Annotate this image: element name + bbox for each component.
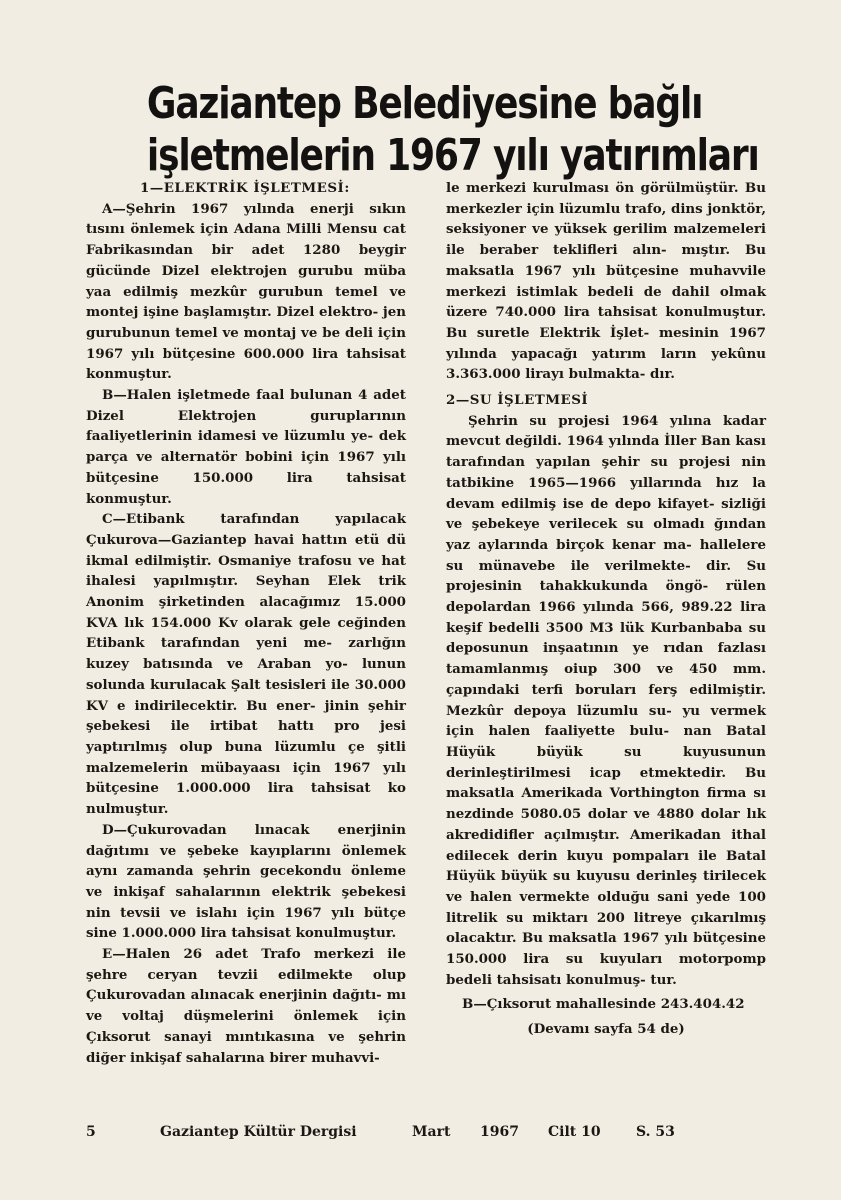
article-title: [146, 78, 759, 182]
continued-note: (Devamı sayfa 54 de): [527, 1021, 685, 1038]
issue-year: 1967: [480, 1124, 519, 1140]
title-line-2: işletmelerin 1967 yılı yatırımları: [146, 130, 759, 181]
section-heading-water: 2—SU İŞLETMESİ: [446, 392, 589, 409]
paragraph-b: B—Halen işletmede faal bulunan 4 adet Dizel Elektrojen guruplarının faaliyetlerinin idamesi ve lüzumlu ye- dek parça ve alternatör bobini için 1967 yılı bütçesine 150.000 lira tahsisat konmuştur.: [86, 387, 406, 507]
volume: Cilt 10: [548, 1124, 601, 1140]
right-column: [446, 178, 766, 1068]
title-line-1: Gaziantep Belediyesine bağlı: [146, 78, 703, 129]
issue-month: Mart: [412, 1124, 451, 1140]
issue-number: S. 53: [636, 1124, 675, 1140]
paragraph-c: C—Etibank tarafından yapılacak Çukurova—Gaziantep havai hattın etü dü ikmal edilmiştir. Osmaniye trafosu ve hat ihalesi yapılmıştır. Seyhan Elek trik Anonim şirketinden alacağımız 15.000 KVA lık 154.000 Kv olarak gele ceğinden Etibank tarafından yeni me- zarlığın kuzey batısında ve Araban yo- lunun solunda kurulacak Şalt tesisleri ile 30.000 KV e indirilecektir. Bu ener- jinin şehir şebekesi ile irtibat hattı pro jesi yaptırılmış olup buna lüzumlu çe şitli malzemelerin mübayaası için 1967 yılı bütçesine 1.000.000 lira tahsisat ko nulmuştur.: [86, 511, 406, 818]
journal-name: Gaziantep Kültür Dergisi: [160, 1124, 357, 1140]
section-heading-electric: 1—ELEKTRİK İŞLETMESİ:: [140, 180, 350, 196]
paragraph-e-continued: le merkezi kurulması ön görülmüştür. Bu merkezler için lüzumlu trafo, dins jonktör, seksiyoner ve yüksek gerilim malzemeleri ile beraber teklifleri alın- mıştır. Bu maksatla 1967 yılı bütçesine muhavvile merkezi istimlak bedeli de dahil olmak üzere 740.000 lira tahsisat konulmuştur. Bu suretle Elektrik İşlet- mesinin 1967 yılında yapacağı yatırım ların yekûnu 3.363.000 lirayı bulmakta- dır.: [446, 180, 766, 383]
paragraph-water-intro: Şehrin su projesi 1964 yılına kadar mevcut değildi. 1964 yılında İller Ban kası tarafından yapılan şehir su projesi nin tatbikine 1965—1966 yıllarında hız la devam edilmiş ise de depo kifayet- sizliği ve şebekeye verilecek su olmadı ğından yaz aylarında birçok kenar ma- hallelere su münavebe ile verilmekte- dir. Su projesinin tahakkukunda öngö- rülen depolardan 1966 yılında 566, 989.22 lira keşif bedelli 3500 M3 lük Kurbanbaba su deposunun inşaatının ye rıdan fazlası tamamlanmış oiup 300 ve 450 mm. çapındaki terfi boruları ferş edilmiştir. Mezkûr depoya lüzumlu su- yu vermek için halen faaliyette bulu- nan Batal Hüyük büyük su kuyusunun derinleştirilmesi icap etmektedir. Bu maksatla Amerikada Vorthington firma sı nezdinde 5080.05 dolar ve 4880 dolar lık akredidifler açılmıştır. Amerikadan ithal edilecek derin kuyu pompaları ile Batal Hüyük büyük su kuyusu derinleş tirilecek ve halen vermekte olduğu sani yede 100 litrelik su miktarı 200 litreye çıkarılmış olacaktır. Bu maksatla 1967 yılı bütçesine 150.000 lira su kuyuları motorpomp bedeli tahsisatı konulmuş- tur.: [446, 412, 766, 988]
paragraph-a: A—Şehrin 1967 yılında enerji sıkın tısını önlemek için Adana Milli Mensu cat Fabrikasından bir adet 1280 beygir gücünde Dizel elektrojen gurubu müba yaa edilmiş mezkûr gurubun temel ve montej işine başlamıştır. Dizel elektro- jen gurubunun temel ve montaj ve be deli için 1967 yılı bütçesine 600.000 lira tahsisat konmuştur.: [86, 200, 406, 383]
article-body: [86, 178, 766, 1068]
paragraph-d: D—Çukurovadan lınacak enerjinin dağıtımı ve şebeke kayıplarını önlemek aynı zamanda şehrin gecekondu önleme ve inkişaf sahalarının elektrik şebekesi nin tevsii ve islahı için 1967 yılı bütçe sine 1.000.000 lira tahsisat konulmuştur.: [86, 821, 406, 942]
paragraph-e: E—Halen 26 adet Trafo merkezi ile şehre ceryan tevzii edilmekte olup Çukurovadan alınacak enerjinin dağıtı- mı ve voltaj düşmelerini önlemek için Çıksorut sanayi mıntıkasına ve şehrin diğer inkişaf sahalarına birer muhavvi-: [86, 946, 406, 1066]
paragraph-water-b: B—Çıksorut mahallesinde 243.404.42: [462, 996, 745, 1013]
page-footer: [86, 1120, 758, 1144]
left-column: [86, 178, 406, 1068]
page-number: 5: [86, 1124, 96, 1140]
